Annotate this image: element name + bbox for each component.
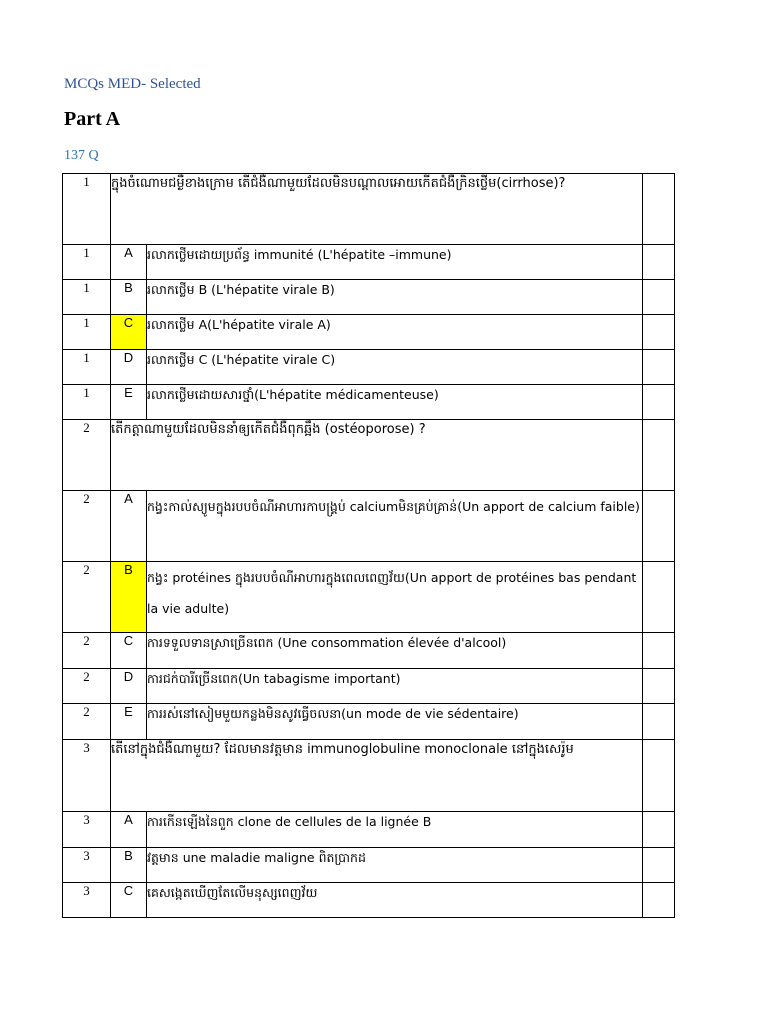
option-letter: A [111,245,147,280]
option-question-number: 2 [63,669,111,704]
option-row [63,633,675,669]
option-letter: D [111,669,147,704]
answer-cell [643,883,675,918]
answer-cell [643,562,675,633]
question-text: ក្នុងចំណោមជម្ងឺខាងក្រោម តើជំងឺណាមួយដែលមិនបណ្តាលអោយកើតជំងឺក្រិនថ្លើម(cirrhose)? [111,174,643,245]
question-number: 3 [63,740,111,812]
option-letter: B [111,848,147,883]
option-row [63,491,675,562]
question-row [63,174,675,245]
option-row [63,669,675,704]
option-row [63,385,675,420]
document-subtitle: MCQs MED- Selected [64,76,201,92]
answer-cell [643,491,675,562]
option-text: រលាកថ្លើមដោយសារថ្នាំ(L'hépatite médicamenteuse) [147,385,643,420]
answer-cell [643,315,675,350]
mcq-table [62,173,675,918]
question-text: តើកត្តាណាមួយដែលមិននាំឲ្យកើតជំងឺពុកឆ្អឹង (ostéoporose) ? [111,420,643,491]
option-row [63,350,675,385]
question-number: 1 [63,174,111,245]
option-text: វត្តមាន une maladie maligne ពិតប្រាកដ [147,848,643,883]
question-number: 2 [63,420,111,491]
option-row [63,848,675,883]
option-question-number: 2 [63,562,111,633]
question-text: តើនៅក្នុងជំងឺណាមួយ? ដែលមានវត្តមាន immunoglobuline monoclonale នៅក្នុងសេរ៉ូម [111,740,643,812]
option-text: ការរស់នៅសៀមមួយកន្លងមិនសូវធ្វើចលនា(un mode de vie sédentaire) [147,704,643,740]
option-question-number: 1 [63,280,111,315]
option-letter: E [111,704,147,740]
option-question-number: 1 [63,245,111,280]
option-text: រលាកថ្លើម B (L'hépatite virale B) [147,280,643,315]
part-heading: Part A [64,108,121,130]
option-letter: C [111,633,147,669]
option-text: ការកើនឡើងនៃពួក clone de cellules de la lignée B [147,812,643,848]
option-row [63,704,675,740]
option-text: គេសង្កេតឃើញតែលើមនុស្សពេញវ័យ [147,883,643,918]
answer-cell [643,669,675,704]
option-row [63,315,675,350]
answer-cell [643,420,675,491]
option-letter: D [111,350,147,385]
option-letter-highlighted: B [111,562,147,633]
answer-cell [643,174,675,245]
answer-cell [643,385,675,420]
answer-cell [643,740,675,812]
question-row [63,740,675,812]
option-question-number: 2 [63,633,111,669]
option-question-number: 1 [63,315,111,350]
option-row [63,562,675,633]
option-text: កង្វះកាល់ស្យូមក្នុងរបបចំណីអាហារកាបង្គ្រប់ calciumមិនគ្រប់គ្រាន់(Un apport de calcium faible) [147,491,643,562]
option-text: រលាកថ្លើម C (L'hépatite virale C) [147,350,643,385]
option-letter-highlighted: C [111,315,147,350]
answer-cell [643,633,675,669]
answer-cell [643,350,675,385]
option-question-number: 3 [63,812,111,848]
option-row [63,883,675,918]
option-question-number: 3 [63,883,111,918]
option-letter: E [111,385,147,420]
answer-cell [643,812,675,848]
option-row [63,280,675,315]
question-row [63,420,675,491]
answer-cell [643,245,675,280]
option-letter: A [111,491,147,562]
option-text: ការទទួលទានស្រាច្រើនពេក (Une consommation élevée d'alcool) [147,633,643,669]
question-count: 137 Q [64,148,99,163]
answer-cell [643,704,675,740]
option-question-number: 3 [63,848,111,883]
option-text: កង្វះ protéines ក្នុងរបបចំណីអាហារក្នុងពេលពេញវ័យ(Un apport de protéines bas pendant la vie adulte) [147,562,643,633]
option-question-number: 2 [63,491,111,562]
option-text: រលាកថ្លើម A(L'hépatite virale A) [147,315,643,350]
option-question-number: 2 [63,704,111,740]
option-row [63,245,675,280]
option-question-number: 1 [63,385,111,420]
option-row [63,812,675,848]
option-letter: A [111,812,147,848]
answer-cell [643,280,675,315]
answer-cell [643,848,675,883]
option-letter: B [111,280,147,315]
option-text: រលាកថ្លើមដោយប្រព័ន្ធ immunité (L'hépatite –immune) [147,245,643,280]
option-question-number: 1 [63,350,111,385]
option-letter: C [111,883,147,918]
option-text: ការជក់បារីច្រើនពេក(Un tabagisme important) [147,669,643,704]
